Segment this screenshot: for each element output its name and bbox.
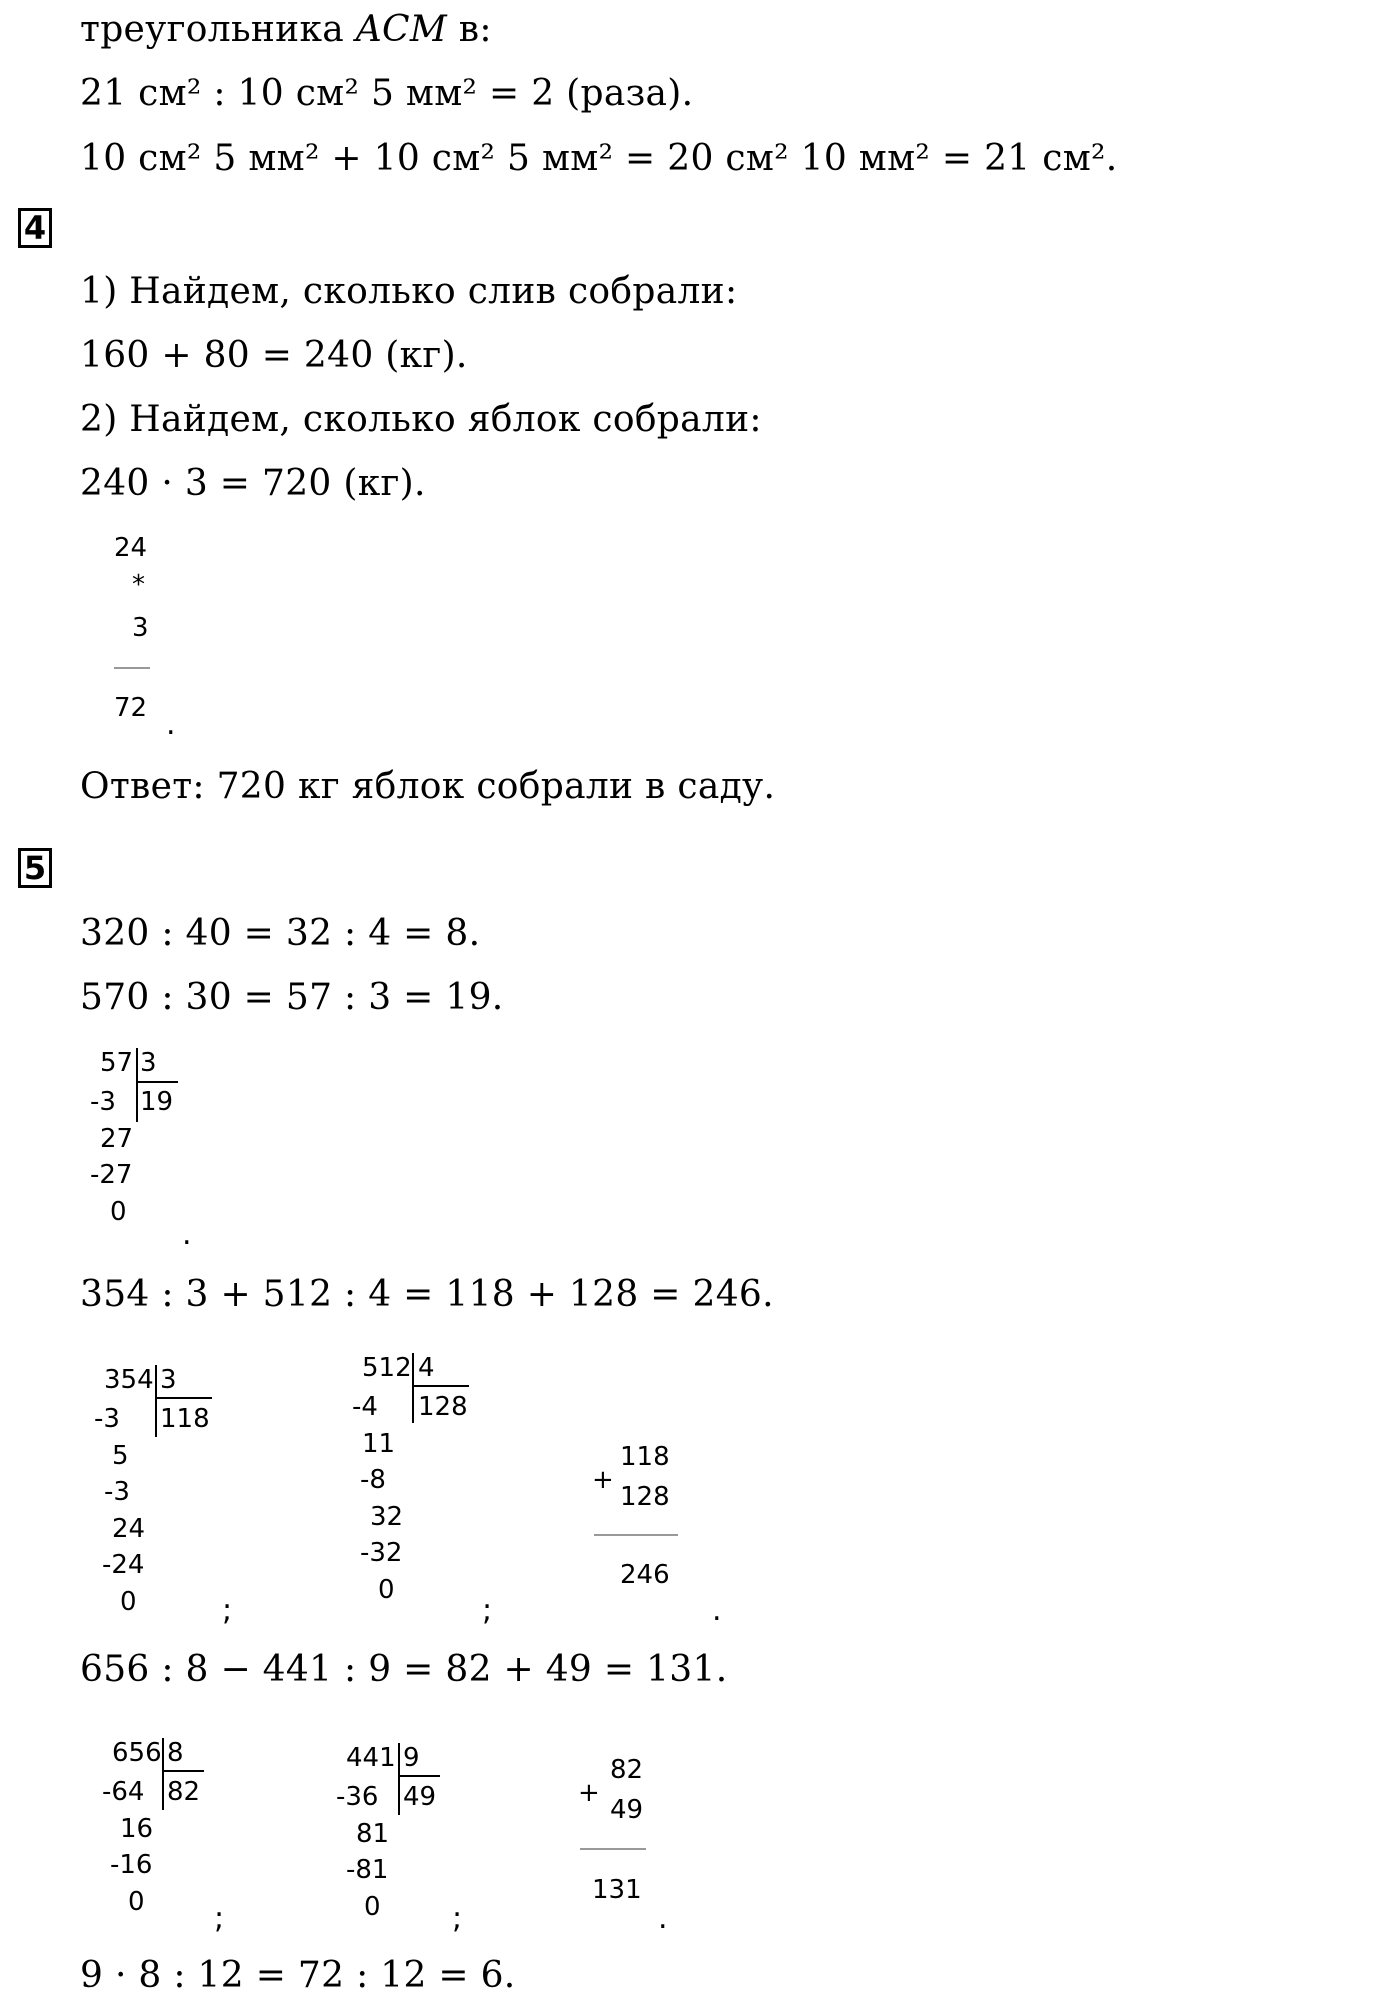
equation-line: 570 : 30 = 57 : 3 = 19. — [80, 977, 504, 1018]
division-bar — [162, 1738, 164, 1810]
subtrahend: -64 — [102, 1777, 145, 1807]
semicolon: ; — [214, 1901, 225, 1936]
remainder: 32 — [370, 1502, 404, 1532]
quotient: 118 — [160, 1404, 210, 1434]
period: . — [166, 707, 176, 742]
task-number-4: 4 — [18, 208, 52, 248]
quotient-line — [138, 1081, 178, 1083]
subtrahend: -4 — [352, 1392, 378, 1422]
quotient-line — [400, 1775, 440, 1777]
final-remainder: 0 — [128, 1887, 145, 1917]
final-remainder: 0 — [120, 1587, 137, 1617]
divisor: 9 — [403, 1743, 420, 1773]
triangle-label: ACM — [355, 9, 448, 50]
multiply-sign: * — [132, 570, 145, 600]
addend: 128 — [620, 1482, 670, 1512]
dividend: 354 — [104, 1365, 154, 1395]
divisor: 3 — [140, 1048, 157, 1078]
subtrahend: -81 — [346, 1855, 389, 1885]
sum-line — [594, 1534, 678, 1536]
quotient: 82 — [167, 1777, 201, 1807]
semicolon: ; — [222, 1593, 233, 1628]
result-line — [114, 667, 150, 669]
plus-sign: + — [592, 1465, 614, 1495]
division-bar — [136, 1048, 138, 1122]
sum-line — [580, 1848, 646, 1850]
text-line: треугольника ACM в: — [80, 9, 492, 50]
subtrahend: -16 — [110, 1850, 153, 1880]
quotient-line — [414, 1385, 469, 1387]
period: . — [712, 1593, 722, 1628]
divisor: 4 — [418, 1353, 435, 1383]
plus-sign: + — [578, 1778, 600, 1808]
subtrahend: -24 — [102, 1550, 145, 1580]
equation-line: 21 см² : 10 см² 5 мм² = 2 (раза). — [80, 73, 694, 114]
dividend: 656 — [112, 1738, 162, 1768]
quotient: 49 — [403, 1782, 437, 1812]
period: . — [658, 1901, 668, 1936]
subtrahend: -3 — [104, 1477, 130, 1507]
final-remainder: 0 — [364, 1892, 381, 1922]
task-number-5: 5 — [18, 848, 52, 888]
division-bar — [398, 1743, 400, 1815]
remainder: 24 — [112, 1514, 146, 1544]
division-bar — [412, 1353, 414, 1423]
dividend: 57 — [100, 1048, 134, 1078]
subtrahend: -32 — [360, 1538, 403, 1568]
final-remainder: 0 — [110, 1197, 127, 1227]
equation-line: 240 · 3 = 720 (кг). — [80, 463, 426, 504]
remainder: 81 — [356, 1819, 390, 1849]
quotient: 128 — [418, 1392, 468, 1422]
equation-line: 160 + 80 = 240 (кг). — [80, 335, 468, 376]
semicolon: ; — [452, 1901, 463, 1936]
semicolon: ; — [482, 1593, 493, 1628]
sum: 131 — [592, 1875, 642, 1905]
quotient-line — [164, 1770, 204, 1772]
equation-line: 10 см² 5 мм² + 10 см² 5 мм² = 20 см² 10 мм² = 21 см². — [80, 138, 1118, 179]
product: 72 — [114, 693, 148, 723]
subtrahend: -36 — [336, 1782, 379, 1812]
dividend: 441 — [346, 1743, 396, 1773]
divisor: 3 — [160, 1365, 177, 1395]
equation-line: 9 · 8 : 12 = 72 : 12 = 6. — [80, 1955, 516, 1996]
text-line: 1) Найдем, сколько слив собрали: — [80, 271, 738, 312]
final-remainder: 0 — [378, 1575, 395, 1605]
text-line: 2) Найдем, сколько яблок собрали: — [80, 399, 762, 440]
subtrahend: -8 — [360, 1465, 386, 1495]
remainder: 27 — [100, 1124, 134, 1154]
quotient-line — [157, 1397, 212, 1399]
subtrahend: -27 — [90, 1160, 133, 1190]
equation-line: 320 : 40 = 32 : 4 = 8. — [80, 913, 481, 954]
remainder: 16 — [120, 1814, 154, 1844]
addend: 118 — [620, 1442, 670, 1472]
subtrahend: -3 — [94, 1404, 120, 1434]
period: . — [182, 1217, 192, 1252]
divisor: 8 — [167, 1738, 184, 1768]
quotient: 19 — [140, 1087, 174, 1117]
remainder: 5 — [112, 1441, 129, 1471]
equation-line: 354 : 3 + 512 : 4 = 118 + 128 = 246. — [80, 1274, 774, 1315]
addend: 82 — [610, 1755, 644, 1785]
remainder: 11 — [362, 1429, 396, 1459]
dividend: 512 — [362, 1353, 412, 1383]
multiplier: 3 — [132, 613, 149, 643]
sum: 246 — [620, 1560, 670, 1590]
equation-line: 656 : 8 − 441 : 9 = 82 + 49 = 131. — [80, 1649, 728, 1690]
subtrahend: -3 — [90, 1087, 116, 1117]
addend: 49 — [610, 1795, 644, 1825]
multiplicand: 24 — [114, 533, 148, 563]
division-bar — [155, 1365, 157, 1437]
answer-line: Ответ: 720 кг яблок собрали в саду. — [80, 766, 776, 807]
